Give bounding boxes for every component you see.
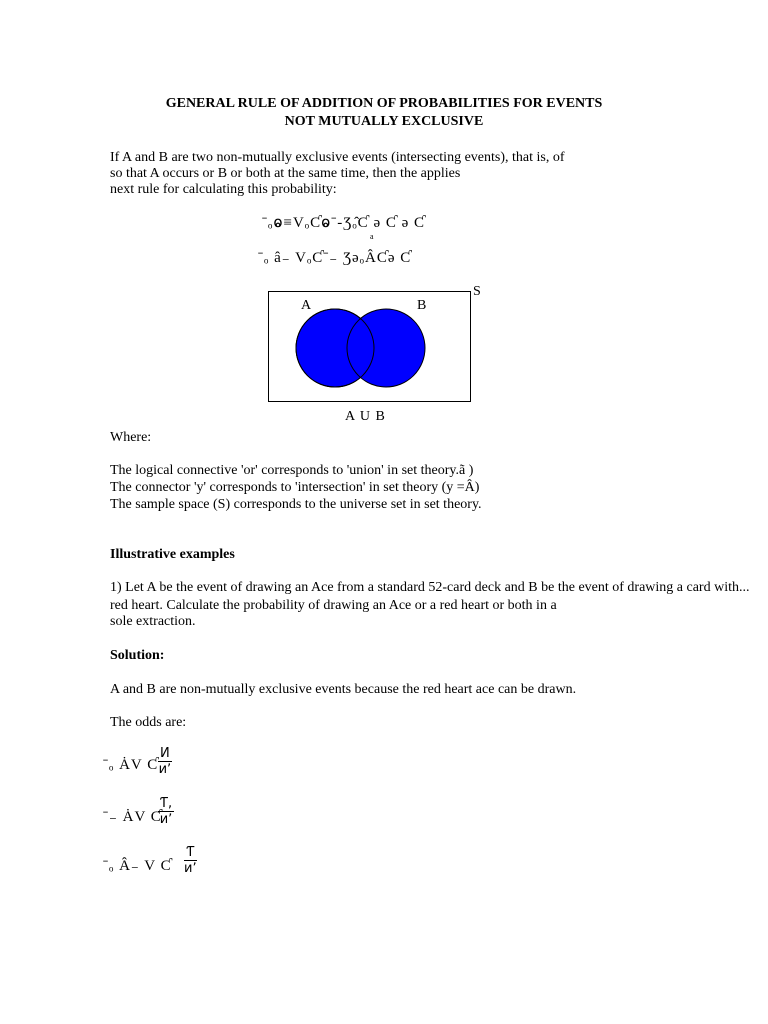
venn-diagram-universe-box <box>268 291 471 402</box>
where-line-2: The connector 'y' corresponds to 'intersection' in set theory (y =Â) <box>110 480 480 495</box>
venn-circle-b <box>347 309 425 387</box>
odds-3-lhs: ˉₒ Â₋ V Ƈ <box>103 858 172 874</box>
document-title-line2: NOT MUTUALLY EXCLUSIVE <box>284 114 484 129</box>
problem-line-2: red heart. Calculate the probability of drawing an Ace or a red heart or both in a <box>110 598 557 613</box>
examples-heading: Illustrative examples <box>110 547 235 562</box>
venn-label-s: S <box>473 284 481 299</box>
intro-line-2: so that A occurs or B or both at the same time, then the applies <box>110 166 461 181</box>
formula-line-1-subscript: a <box>370 232 374 241</box>
problem-line-1: 1) Let A be the event of drawing an Ace from a standard 52-card deck and B be the event of drawing a card with... <box>110 580 750 595</box>
odds-1-lhs: ˉₒ ȦV Ƈ <box>103 757 159 773</box>
odds-3-fraction <box>184 845 197 876</box>
odds-1-denominator: иʼ <box>158 762 172 777</box>
odds-3-numerator: Ƭ <box>184 845 197 861</box>
intro-line-3: next rule for calculating this probability: <box>110 182 337 197</box>
venn-caption: A U B <box>345 409 386 424</box>
odds-1-fraction <box>158 746 172 777</box>
formula-line-2: ˉₒ â₋ VₒƇˉ₋ ƷəₒÂƇə Ƈ <box>258 250 412 266</box>
where-line-3: The sample space (S) corresponds to the universe set in set theory. <box>110 497 482 512</box>
odds-2-numerator: Ƭ, <box>160 796 173 811</box>
document-title-line1: GENERAL RULE OF ADDITION OF PROBABILITIES FOR EVENTS <box>165 96 603 111</box>
problem-line-3: sole extraction. <box>110 614 196 629</box>
odds-1-numerator: И <box>160 746 170 761</box>
venn-diagram <box>269 292 470 401</box>
odds-2-denominator: иʼ <box>159 812 173 827</box>
where-line-1: The logical connective 'or' corresponds to 'union' in set theory.ã ) <box>110 463 474 478</box>
venn-label-a: A <box>301 298 312 313</box>
odds-3-denominator: иʼ <box>184 861 197 876</box>
odds-2-lhs: ˉ₋ ȦV Ƈ <box>103 809 162 825</box>
intro-line-1: If A and B are two non-mutually exclusive events (intersecting events), that is, of <box>110 150 565 165</box>
solution-heading: Solution: <box>110 648 165 663</box>
odds-heading: The odds are: <box>110 715 187 730</box>
odds-2-fraction <box>158 796 174 827</box>
where-heading: Where: <box>110 430 152 445</box>
formula-line-1: ˉₒⱺ≡VₒƇⱺˉ‐Ʒₒ̂Ƈ ə Ƈ ə Ƈ <box>262 215 426 231</box>
solution-text: A and B are non-mutually exclusive events because the red heart ace can be drawn. <box>110 682 577 697</box>
venn-label-b: B <box>417 298 427 313</box>
